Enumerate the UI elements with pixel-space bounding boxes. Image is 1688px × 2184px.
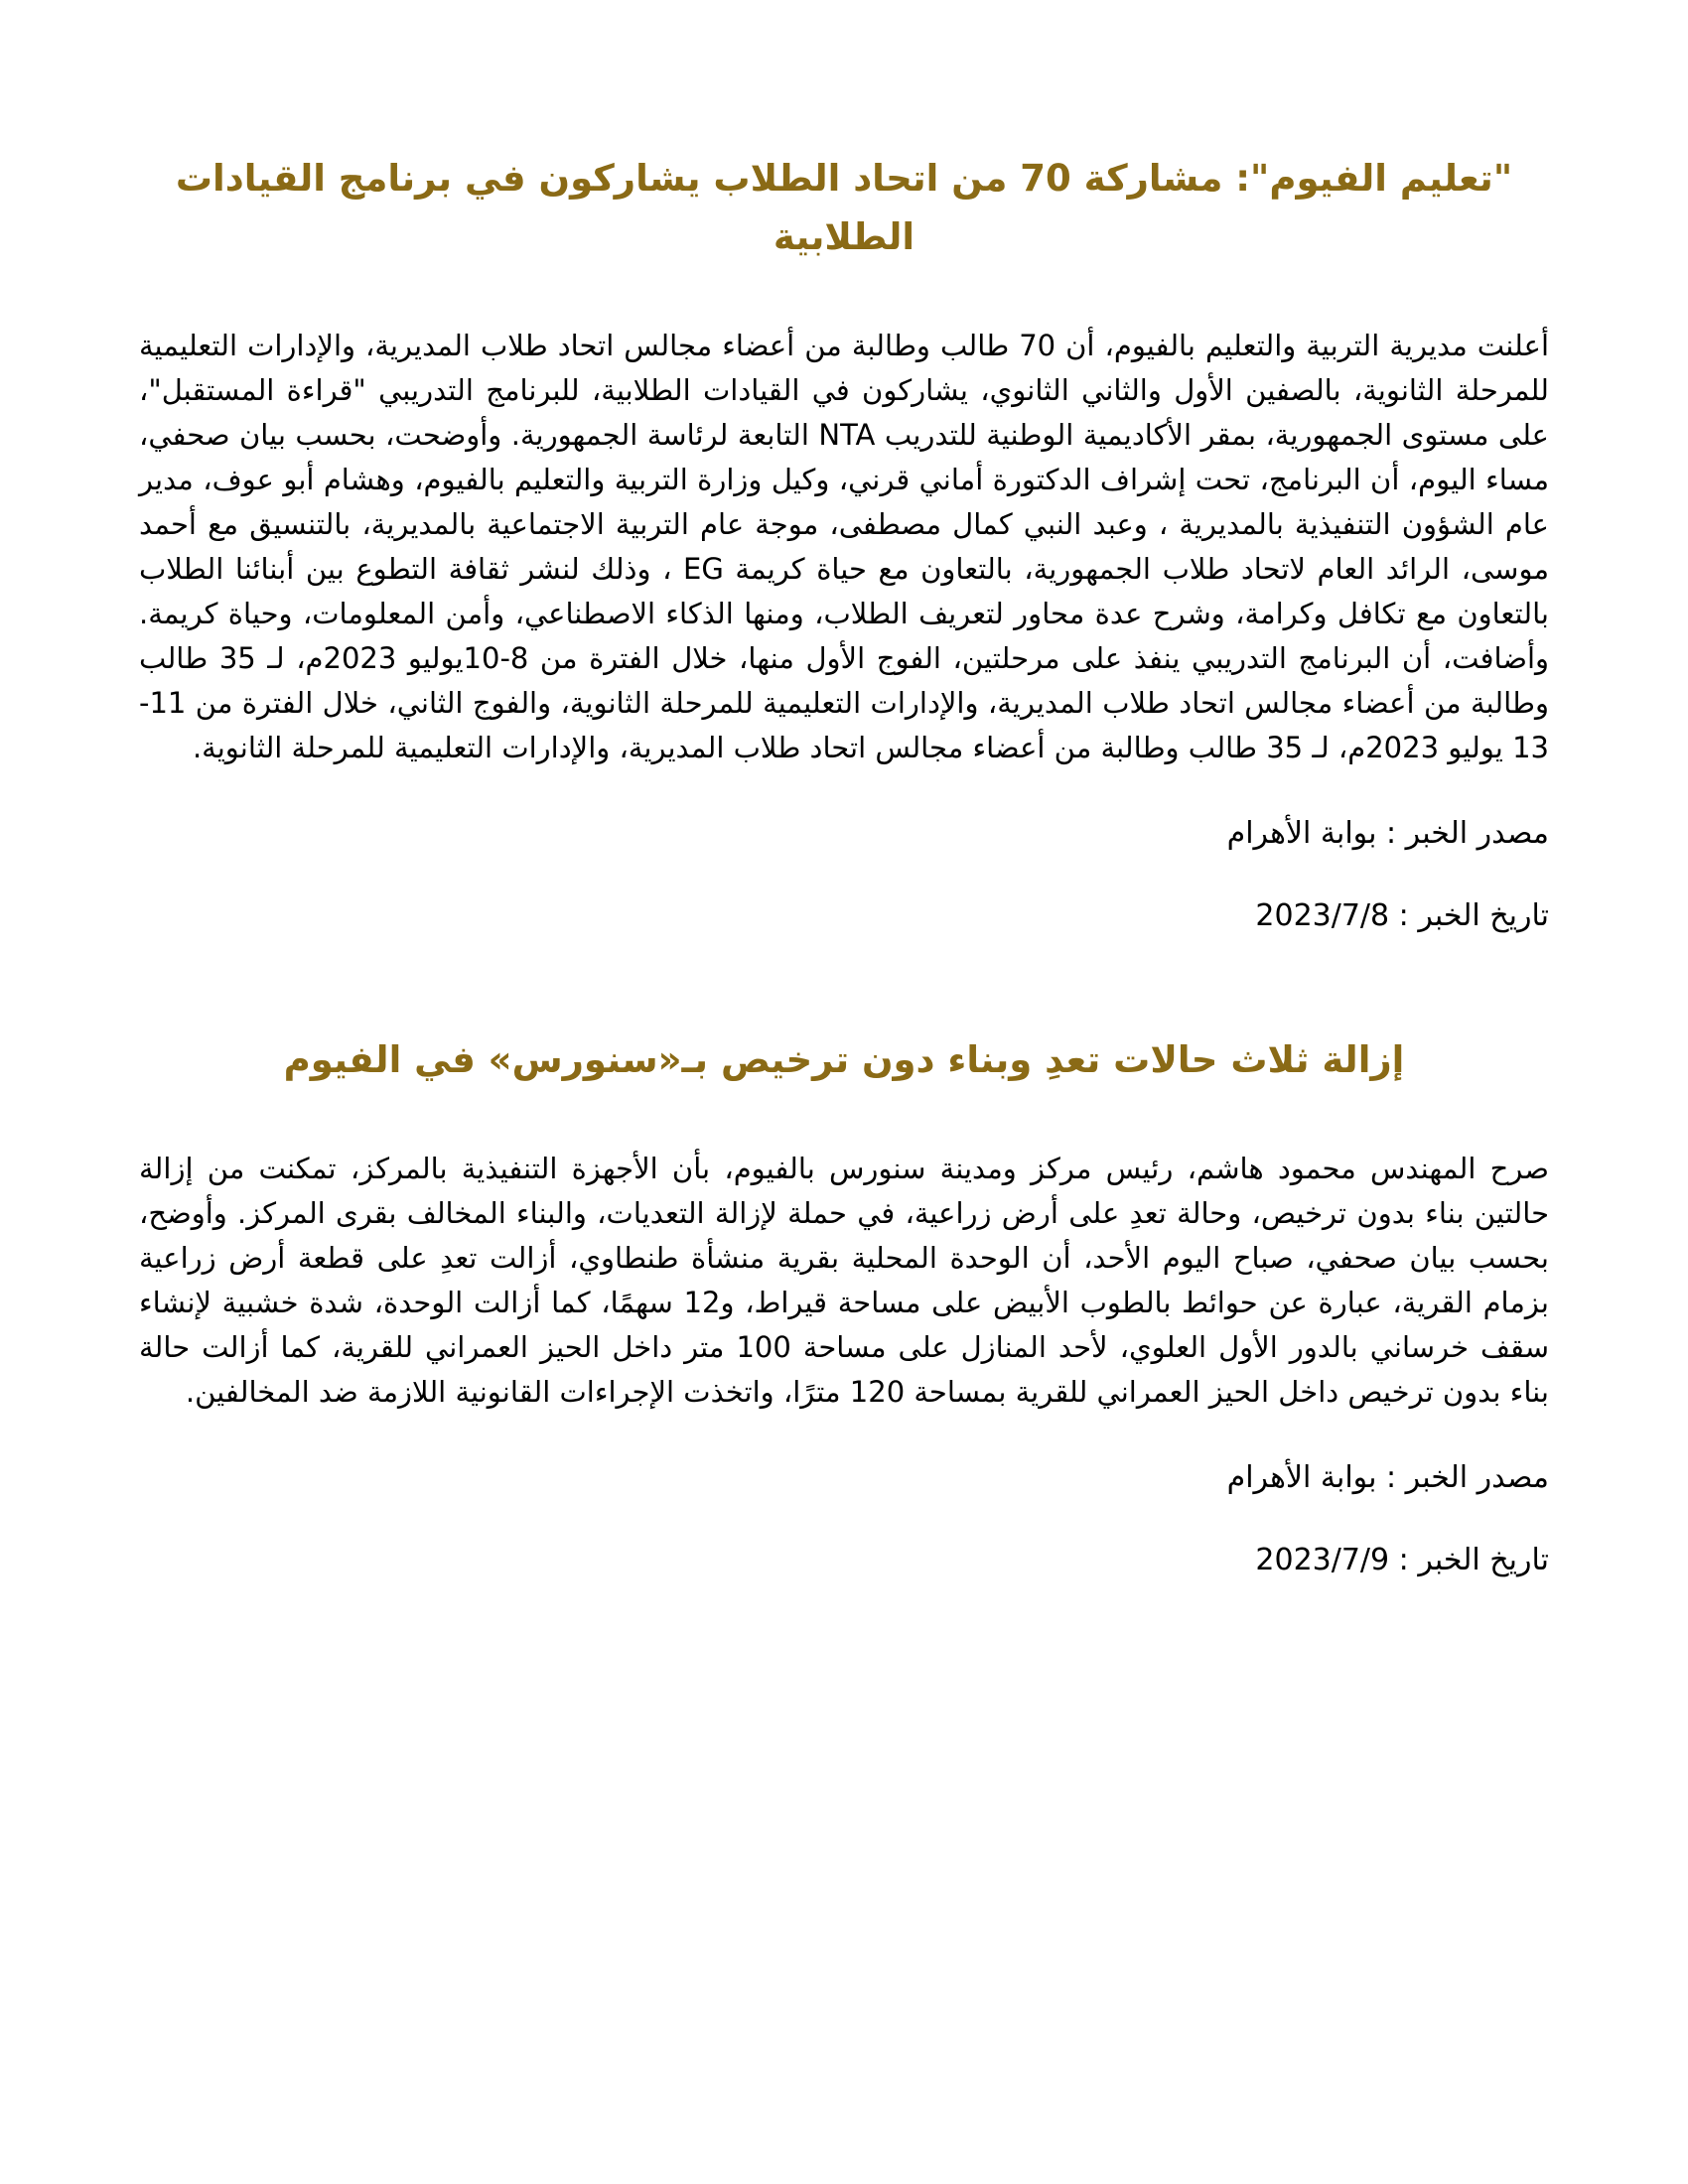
article-1-title: "تعليم الفيوم": مشاركة 70 من اتحاد الطلاب يشاركون في برنامج القيادات الطلابية [175,157,1513,259]
article-2-date-line: تاريخ الخبر : 2023/7/9 [1255,1542,1549,1577]
article-1-source-line: مصدر الخبر : بوابة الأهرام [1226,815,1549,851]
news-article-2 [139,1030,1549,1579]
article-2-body: صرح المهندس محمود هاشم، رئيس مركز ومدينة سنورس بالفيوم، بأن الأجهزة التنفيذية بالمركز، تمكنت من إزالة حالتين بناء بدون ترخيص، وحالة تعدِ على أرض زراعية، في حملة لإزالة التعديات، والبناء المخالف بقرى المركز. وأوضح، بحسب بيان صحفي، صباح اليوم الأحد، أن الوحدة المحلية بقرية منشأة طنطاوي، أزالت تعدِ على قطعة أرض زراعية بزمام القرية، عبارة عن حوائط بالطوب الأبيض على مساحة قيراط، و12 سهمًا، كما أزالت الوحدة، شدة خشبية لإنشاء سقف خرساني بالدور الأول العلوي، لأحد المنازل على مساحة 100 متر داخل الحيز العمراني للقرية، كما أزالت حالة بناء بدون ترخيص داخل الحيز العمراني للقرية بمساحة 120 مترًا، واتخذت الإجراءات القانونية اللازمة ضد المخالفين. [139,1151,1550,1409]
article-1-body: أعلنت مديرية التربية والتعليم بالفيوم، أن 70 طالب وطالبة من أعضاء مجالس اتحاد طلاب المديرية، والإدارات التعليمية للمرحلة الثانوية، بالصفين الأول والثاني الثانوي، يشاركون في القيادات الطلابية، للبرنامج التدريبي "قراءة المستقبل"، على مستوى الجمهورية، بمقر الأكاديمية الوطنية للتدريب NTA التابعة لرئاسة الجمهورية. وأوضحت، بحسب بيان صحفي، مساء اليوم، أن البرنامج، تحت إشراف الدكتورة أماني قرني، وكيل وزارة التربية والتعليم بالفيوم، وهشام أبو عوف، مدير عام الشؤون التنفيذية بالمديرية ، وعبد النبي كمال مصطفى، موجة عام التربية الاجتماعية بالمديرية، بالتنسيق مع أحمد موسى، الرائد العام لاتحاد طلاب الجمهورية، بالتعاون مع حياة كريمة EG ، وذلك لنشر ثقافة التطوع بين أبنائنا الطلاب بالتعاون مع تكافل وكرامة، وشرح عدة محاور لتعريف الطلاب، ومنها الذكاء الاصطناعي، وأمن المعلومات، وحياة كريمة. وأضافت، أن البرنامج التدريبي ينفذ على مرحلتين، الفوج الأول منها، خلال الفترة من 8-10يوليو 2023م، لـ 35 طالب وطالبة من أعضاء مجالس اتحاد طلاب المديرية، والإدارات التعليمية للمرحلة الثانوية، والفوج الثاني، خلال الفترة من 11-13 يوليو 2023م، لـ 35 طالب وطالبة من أعضاء مجالس اتحاد طلاب المديرية، والإدارات التعليمية للمرحلة الثانوية. [139,329,1550,764]
article-2-title: إزالة ثلاث حالات تعدِ وبناء دون ترخيص بـ«سنورس» في الفيوم [283,1037,1405,1081]
article-2-source-line: مصدر الخبر : بوابة الأهرام [1226,1459,1549,1495]
article-1-date-line: تاريخ الخبر : 2023/7/8 [1255,897,1549,933]
news-article-1 [139,149,1549,935]
